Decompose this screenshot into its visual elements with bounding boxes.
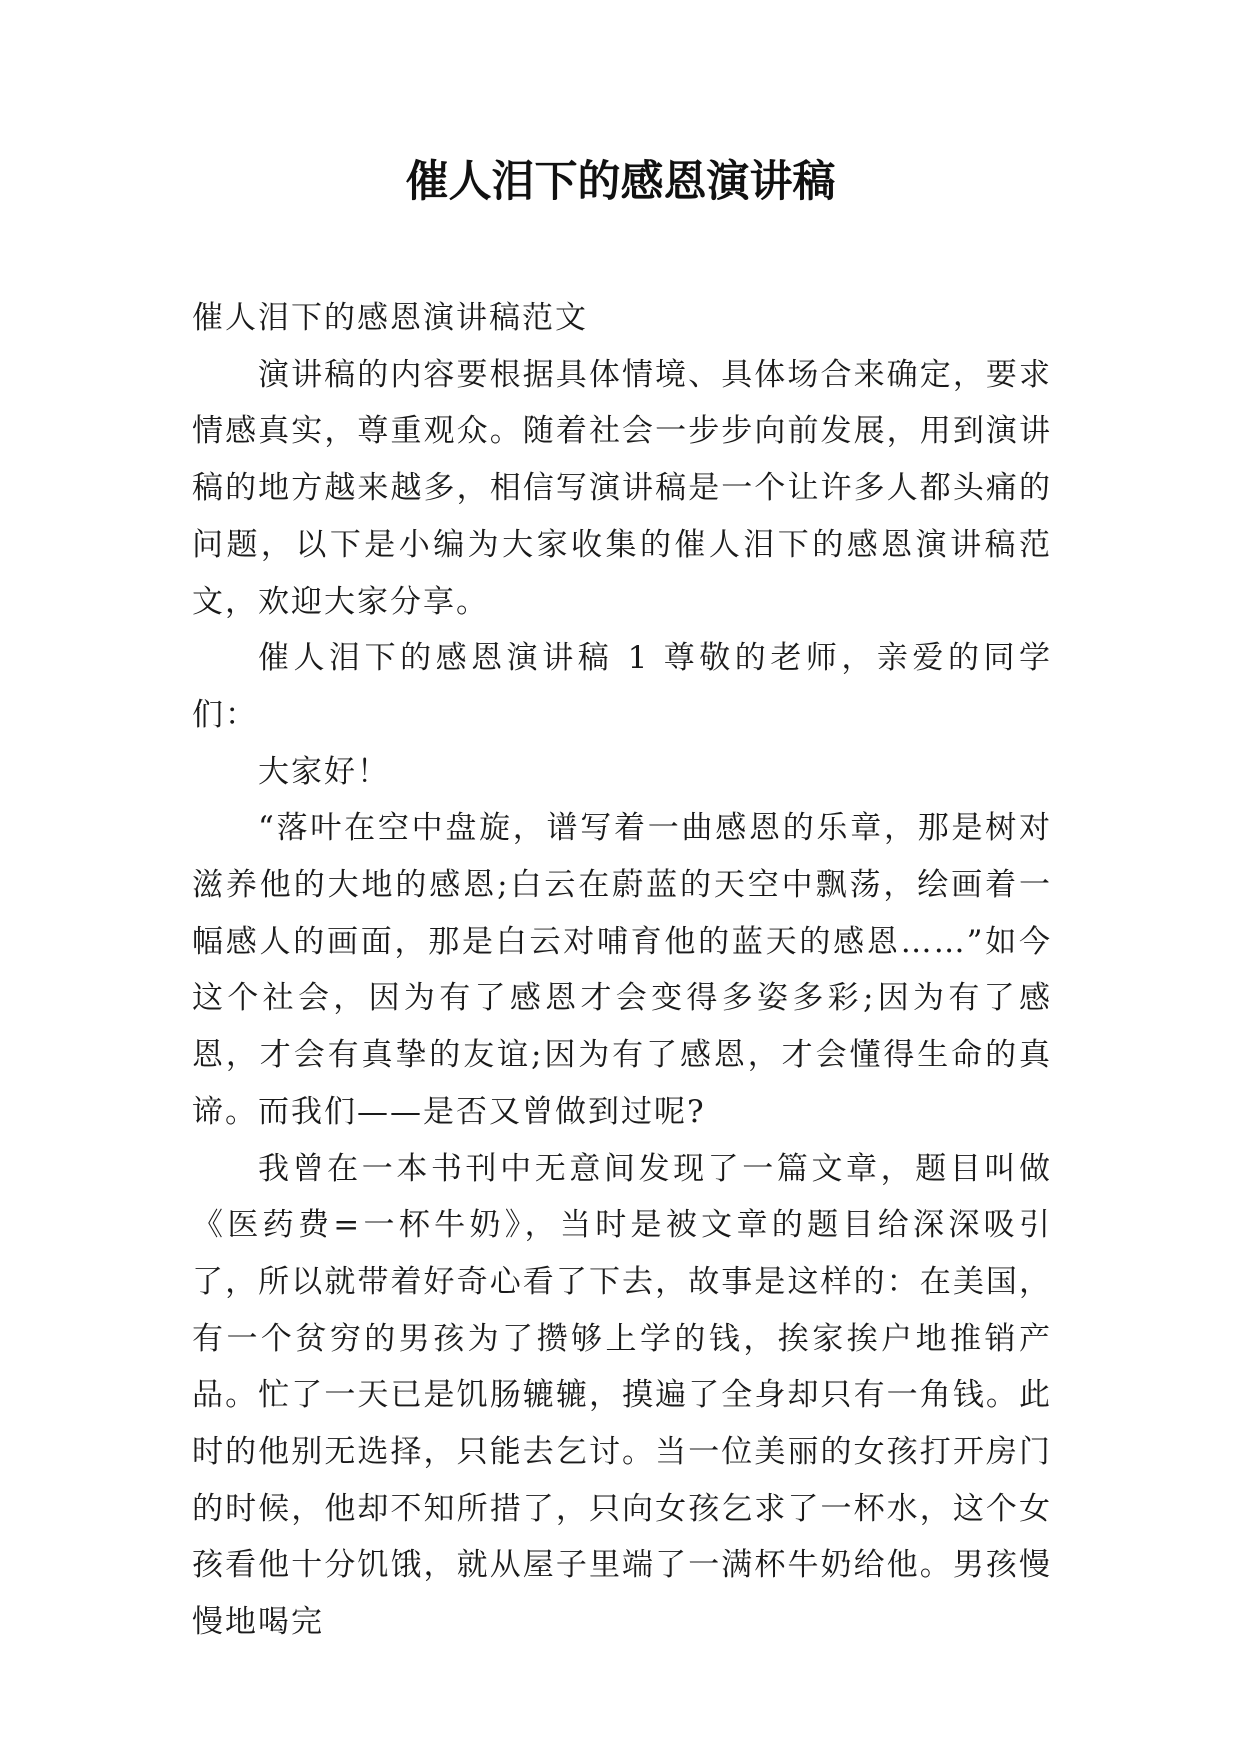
speech-heading-paragraph: 催人泪下的感恩演讲稿 1 尊敬的老师，亲爱的同学们： [192, 640, 1052, 733]
story-paragraph: 我曾在一本书刊中无意间发现了一篇文章，题目叫做《医药费=一杯牛奶》，当时是被文章的题目给深深吸引了，所以就带着好奇心看了下去，故事是这样的：在美国，有一个贫穷的男孩为了攒够上学的钱，挨家挨户地推销产品。忙了一天已是饥肠辘辘，摸遍了全身却只有一角钱。此时的他别无选择，只能去乞讨。当一位美丽的女孩打开房门的时候，他却不知所措了，只向女孩乞求了一杯水，这个女孩看他十分饥饿，就从屋子里端了一满杯牛奶给他。男孩慢慢地喝完 [192, 1150, 1052, 1641]
quote-paragraph: “落叶在空中盘旋，谱写着一曲感恩的乐章，那是树对滋养他的大地的感恩;白云在蔚蓝的天空中飘荡，绘画着一幅感人的画面，那是白云对哺育他的蓝天的感恩……”如今这个社会，因为有了感恩才会变得多姿多彩;因为有了感恩，才会有真挚的友谊;因为有了感恩，才会懂得生命的真谛。而我们——是否又曾做到过呢? [192, 810, 1052, 1130]
document-body [192, 290, 1052, 1651]
greeting-paragraph: 大家好！ [258, 753, 390, 790]
intro-paragraph: 演讲稿的内容要根据具体情境、具体场合来确定，要求情感真实，尊重观众。随着社会一步步向前发展，用到演讲稿的地方越来越多，相信写演讲稿是一个让许多人都头痛的问题，以下是小编为大家收集的催人泪下的感恩演讲稿范文，欢迎大家分享。 [192, 356, 1052, 620]
subtitle-paragraph: 催人泪下的感恩演讲稿范文 [192, 300, 588, 336]
document-title: 催人泪下的感恩演讲稿 [405, 157, 836, 207]
